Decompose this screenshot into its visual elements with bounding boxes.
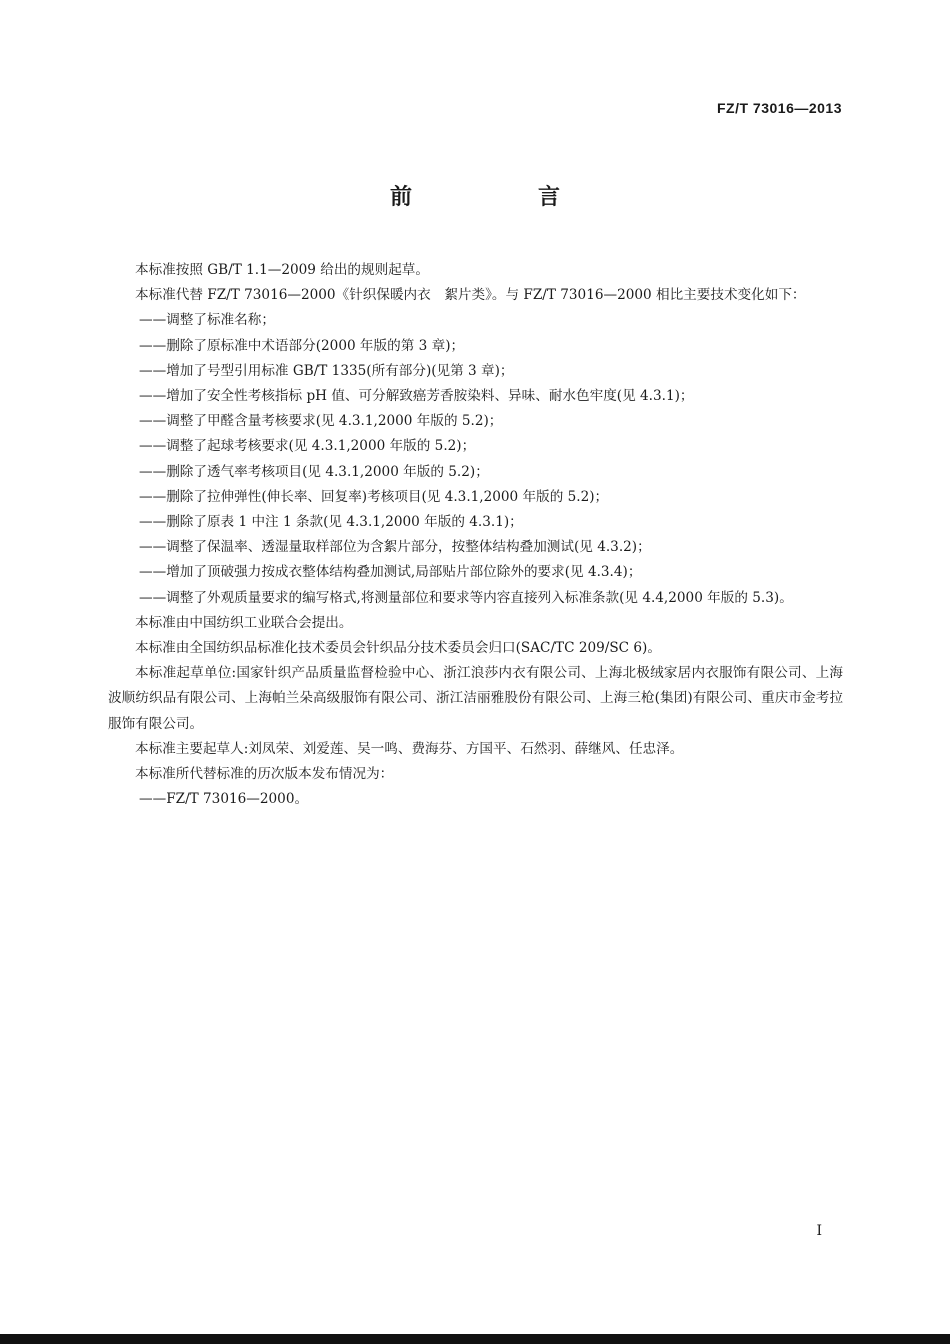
list-item: ——增加了顶破强力按成衣整体结构叠加测试,局部贴片部位除外的要求(见 4.3.4)； xyxy=(139,564,642,581)
list-item: ——调整了标准名称； xyxy=(139,312,275,329)
list-item: ——增加了号型引用标准 GB/T 1335(所有部分)(见第 3 章)； xyxy=(139,362,514,379)
paragraph: 本标准起草单位:国家针织产品质量监督检验中心、浙江浪莎内衣有限公司、上海北极绒家居内衣服饰有限公司、上海波顺纺织品有限公司、上海帕兰朵高级服饰有限公司、浙江洁丽雅股份有限公司、上海三枪(集团)有限公司、重庆市金考拉服饰有限公司。 xyxy=(108,665,843,732)
paragraph: 本标准由中国纺织工业联合会提出。 xyxy=(135,614,353,631)
list-item: ——删除了拉伸弹性(伸长率、回复率)考核项目(见 4.3.1,2000 年版的 5.2)； xyxy=(139,488,609,505)
paragraph: 本标准代替 FZ/T 73016—2000《针织保暖内衣 絮片类》。与 FZ/T 73016—2000 相比主要技术变化如下： xyxy=(135,287,806,304)
list-item: ——调整了起球考核要求(见 4.3.1,2000 年版的 5.2)； xyxy=(139,438,476,455)
page-number: I xyxy=(816,1223,822,1239)
body-text xyxy=(108,258,843,812)
list-item: ——删除了原标准中术语部分(2000 年版的第 3 章)； xyxy=(139,337,465,354)
paragraph: 本标准主要起草人:刘凤荣、刘爱莲、吴一鸣、费海芬、方国平、石然羽、薛继风、任忠泽。 xyxy=(135,740,684,757)
paragraph: 本标准按照 GB/T 1.1—2009 给出的规则起草。 xyxy=(135,262,429,278)
list-item: ——FZ/T 73016—2000。 xyxy=(139,791,309,808)
standard-code: FZ/T 73016—2013 xyxy=(716,100,842,116)
list-item: ——调整了甲醛含量考核要求(见 4.3.1,2000 年版的 5.2)； xyxy=(139,413,503,430)
list-item: ——删除了原表 1 中注 1 条款(见 4.3.1,2000 年版的 4.3.1)； xyxy=(139,514,523,531)
paragraph: 本标准由全国纺织品标准化技术委员会针织品分技术委员会归口(SAC/TC 209/SC 6)。 xyxy=(135,640,661,657)
list-item: ——调整了保温率、透湿量取样部位为含絮片部分，按整体结构叠加测试(见 4.3.2)； xyxy=(139,539,651,556)
list-item: ——调整了外观质量要求的编写格式,将测量部位和要求等内容直接列入标准条款(见 4.4,2000 年版的 5.3)。 xyxy=(139,589,793,606)
page-title: 前 言 xyxy=(389,185,612,210)
paragraph: 本标准所代替标准的历次版本发布情况为： xyxy=(135,766,394,783)
list-item: ——增加了安全性考核指标 pH 值、可分解致癌芳香胺染料、异味、耐水色牢度(见 4.3.1)； xyxy=(139,388,694,405)
bottom-border xyxy=(0,1334,950,1344)
list-item: ——删除了透气率考核项目(见 4.3.1,2000 年版的 5.2)； xyxy=(139,463,489,480)
